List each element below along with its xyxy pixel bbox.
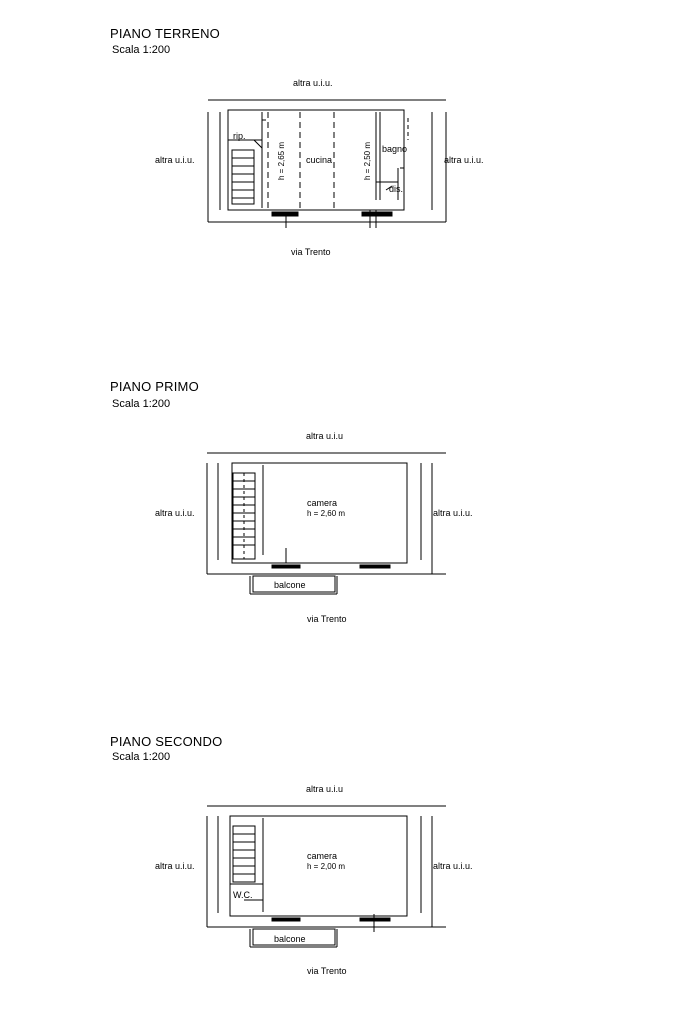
label-wc: W.C. — [233, 890, 253, 900]
label-street: via Trento — [291, 247, 331, 257]
label-cucina: cucina — [306, 155, 333, 165]
label-top: altra u.i.u — [306, 431, 344, 441]
label-height: h = 2,60 m — [307, 509, 346, 518]
label-street: via Trento — [307, 966, 347, 976]
label-balcone: balcone — [274, 580, 306, 590]
label-street: via Trento — [307, 614, 347, 624]
window — [272, 918, 300, 921]
label-top: altra u.i.u. — [293, 78, 333, 88]
label-right: altra u.i.u. — [433, 508, 473, 518]
label-dis: dis. — [389, 184, 404, 194]
floor-title: PIANO TERRENO — [110, 26, 220, 41]
window — [360, 918, 390, 921]
label-bagno: bagno — [382, 144, 408, 154]
label-left: altra u.i.u. — [155, 508, 195, 518]
label-height: h = 2,65 m — [277, 141, 286, 180]
label-left: altra u.i.u. — [155, 155, 195, 165]
label-right: altra u.i.u. — [444, 155, 484, 165]
label-height: h = 2,00 m — [307, 862, 346, 871]
label-height: h = 2,50 m — [363, 141, 372, 180]
label-rip: rip. — [233, 131, 246, 141]
label-balcone: balcone — [274, 934, 306, 944]
floor-scale: Scala 1:200 — [112, 751, 171, 763]
floor-title: PIANO SECONDO — [110, 734, 223, 749]
label-room: camera — [307, 498, 338, 508]
label-room: camera — [307, 851, 338, 861]
label-left: altra u.i.u. — [155, 861, 195, 871]
floor-scale: Scala 1:200 — [112, 44, 171, 56]
label-top: altra u.i.u — [306, 784, 344, 794]
label-right: altra u.i.u. — [433, 861, 473, 871]
floor-title: PIANO PRIMO — [110, 379, 199, 394]
floor-scale: Scala 1:200 — [112, 398, 171, 410]
